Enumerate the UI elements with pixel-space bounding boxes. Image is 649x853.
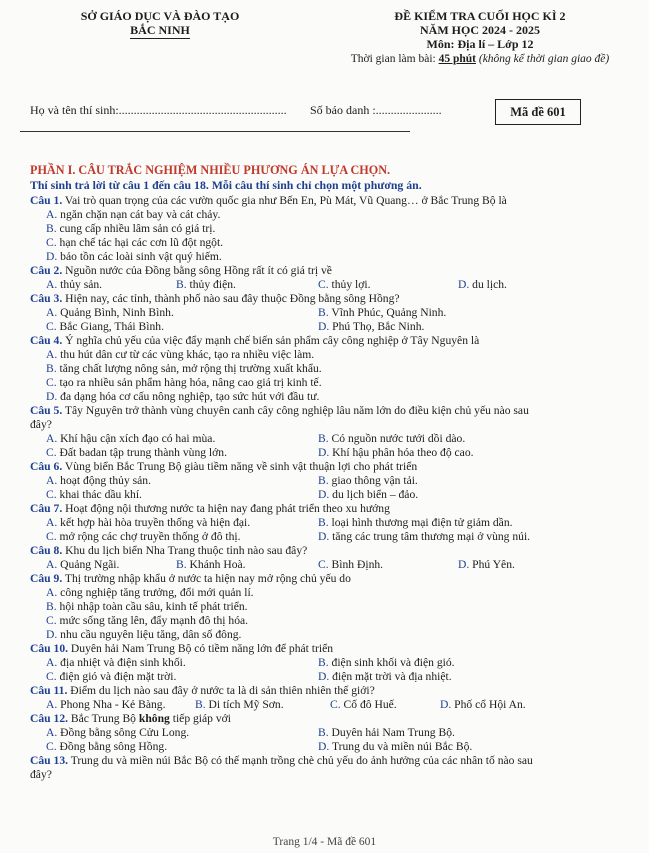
option-text: Bắc Giang, Thái Bình. — [56, 320, 164, 333]
question-text: Hoạt động nội thương nước ta hiện nay đang phát triển theo xu hướng — [62, 502, 390, 515]
option-text: loại hình thương mại điện tử giảm dần. — [328, 516, 513, 529]
option — [318, 474, 418, 487]
option — [440, 698, 526, 711]
part-title: PHẦN I. CÂU TRẮC NGHIỆM NHIỀU PHƯƠNG ÁN LỰA CHỌN. — [30, 163, 391, 177]
option-text: bảo tồn các loài sinh vật quý hiếm. — [57, 250, 222, 263]
option — [46, 320, 164, 333]
candidate-number-line: Số báo danh :...................... — [310, 103, 442, 117]
option-text: điện gió và điện mặt trời. — [56, 670, 177, 683]
option-key: A. — [46, 656, 58, 669]
question-text: Vùng biển Bắc Trung Bộ giàu tiềm năng về sinh vật thuận lợi cho phát triển — [62, 460, 418, 473]
option-key: A. — [46, 208, 58, 221]
option — [195, 698, 284, 711]
option — [318, 740, 472, 753]
option — [318, 320, 424, 333]
option-key: D. — [46, 250, 58, 263]
option — [46, 530, 241, 543]
option-text: Khí hậu phân hóa theo độ cao. — [329, 446, 474, 459]
question-stem — [30, 460, 620, 473]
option-text: Di tích Mỹ Sơn. — [205, 698, 284, 711]
option-key: C. — [46, 236, 57, 249]
question-number: Câu 6. — [30, 460, 63, 473]
question-number: Câu 3. — [30, 292, 63, 305]
option-text: mở rộng các chợ truyền thống ở đô thị. — [56, 530, 241, 543]
option-key: B. — [46, 600, 57, 613]
question-text: tiếp giáp với — [169, 712, 232, 725]
option — [46, 390, 319, 403]
option — [46, 474, 151, 487]
option-key: D. — [318, 740, 330, 753]
option-text: thu hút dân cư từ các vùng khác, tạo ra nhiều việc làm. — [57, 348, 315, 361]
option-text: tăng chất lượng nông sản, mở rộng thị trường xuất khẩu. — [56, 362, 322, 375]
option-key: D. — [318, 488, 330, 501]
option-key: A. — [46, 278, 58, 291]
option-text: ngăn chặn nạn cát bay và cát chảy. — [57, 208, 221, 221]
option — [46, 614, 248, 627]
option-key: B. — [195, 698, 206, 711]
option — [318, 670, 452, 683]
option-key: C. — [46, 740, 57, 753]
time-note: (không kể thời gian giao đề) — [476, 53, 610, 65]
option-text: đa dạng hóa cơ cấu nông nghiệp, tạo sức hút với đầu tư. — [57, 390, 320, 403]
question-text: Hiện nay, các tỉnh, thành phố nào sau đây thuộc Đồng bằng sông Hồng? — [62, 292, 400, 305]
option-key: B. — [318, 306, 329, 319]
option-key: C. — [46, 670, 57, 683]
option — [46, 698, 165, 711]
question-stem — [30, 712, 620, 725]
exam-time — [335, 52, 625, 66]
option-key: A. — [46, 558, 58, 571]
option-text: tạo ra nhiều sản phẩm hàng hóa, nâng cao giá trị kinh tế. — [56, 376, 322, 389]
question-text: Thị trường nhập khẩu ở nước ta hiện nay mở rộng chủ yếu do — [62, 572, 351, 585]
option — [318, 488, 418, 501]
option — [46, 488, 142, 501]
option — [318, 530, 530, 543]
option-key: A. — [46, 306, 58, 319]
option-text: Quảng Bình, Ninh Bình. — [57, 306, 174, 319]
option — [318, 446, 474, 459]
question-number: Câu 1. — [30, 194, 63, 207]
option-key: D. — [458, 558, 470, 571]
option-text: mức sống tăng lên, đẩy mạnh đô thị hóa. — [56, 614, 249, 627]
option — [46, 516, 250, 529]
option — [46, 586, 254, 599]
option-key: B. — [46, 222, 57, 235]
question-text: Bắc Trung Bộ — [68, 712, 139, 725]
option — [46, 656, 186, 669]
option — [318, 516, 513, 529]
header-right — [335, 9, 625, 66]
page-footer: Trang 1/4 - Mã đề 601 — [272, 836, 377, 848]
question-stem — [30, 404, 620, 417]
option-text: Vĩnh Phúc, Quảng Ninh. — [328, 306, 447, 319]
option — [46, 208, 220, 221]
question-number: Câu 9. — [30, 572, 63, 585]
option — [46, 250, 222, 263]
option-key: A. — [46, 586, 58, 599]
question-stem — [30, 334, 620, 347]
header-left — [55, 9, 265, 39]
option-text: Khí hậu cận xích đạo có hai mùa. — [57, 432, 216, 445]
option-text: Phố cổ Hội An. — [451, 698, 526, 711]
option-key: C. — [46, 320, 57, 333]
option — [46, 306, 174, 319]
question-number: Câu 5. — [30, 404, 63, 417]
option-text: Đất badan tập trung thành vùng lớn. — [56, 446, 227, 459]
option-key: D. — [458, 278, 470, 291]
province-name: BẮC NINH — [130, 23, 190, 37]
option-text: thủy lợi. — [328, 278, 371, 291]
option-text: Đồng bằng sông Cửu Long. — [57, 726, 190, 739]
option-text: kết hợp hài hòa truyền thống và hiện đại. — [57, 516, 251, 529]
question-text: Trung du và miền núi Bắc Bộ có thế mạnh trồng chè chủ yếu do ảnh hưởng của các nhân tố nào sau — [68, 754, 533, 767]
option-text: giao thông vận tải. — [328, 474, 418, 487]
option — [46, 670, 176, 683]
option-key: A. — [46, 698, 58, 711]
option — [46, 362, 322, 375]
option-key: A. — [46, 474, 58, 487]
question-number: Câu 2. — [30, 264, 63, 277]
time-value: 45 phút — [438, 53, 476, 65]
option-text: Quảng Ngãi. — [57, 558, 120, 571]
option — [46, 278, 102, 291]
option — [46, 222, 215, 235]
option-key: D. — [440, 698, 452, 711]
option-text: hội nhập toàn cầu sâu, kinh tế phát triển. — [56, 600, 248, 613]
option-text: Phong Nha - Kẻ Bàng. — [57, 698, 166, 711]
option-key: C. — [318, 558, 329, 571]
option-key: C. — [46, 376, 57, 389]
option — [46, 236, 223, 249]
option — [46, 740, 167, 753]
option-key: D. — [318, 446, 330, 459]
option — [318, 726, 455, 739]
option-key: C. — [46, 530, 57, 543]
option-text: điện mặt trời và địa nhiệt. — [329, 670, 452, 683]
question-stem — [30, 292, 620, 305]
exam-code-box: Mã đề 601 — [495, 99, 581, 125]
question-stem — [30, 642, 620, 655]
question-number: Câu 13. — [30, 754, 69, 767]
question-stem — [30, 754, 620, 767]
option — [46, 432, 215, 445]
department-name: SỞ GIÁO DỤC VÀ ĐÀO TẠO — [80, 9, 240, 23]
option — [318, 558, 383, 571]
time-prefix: Thời gian làm bài: — [350, 53, 439, 65]
option-text: Có nguồn nước tưới dồi dào. — [328, 432, 466, 445]
option — [318, 306, 446, 319]
question-stem — [30, 502, 620, 515]
candidate-name-line: Họ và tên thí sinh:........................................................ — [30, 103, 287, 117]
option-text: Đồng bằng sông Hồng. — [56, 740, 168, 753]
question-stem — [30, 572, 620, 585]
option-key: D. — [318, 320, 330, 333]
option-key: A. — [46, 726, 58, 739]
option — [46, 446, 227, 459]
question-emphasis: không — [138, 712, 170, 725]
question-text: Vai trò quan trọng của các vườn quốc gia như Bến En, Pù Mát, Vũ Quang… ở Bắc Trung Bộ là — [62, 194, 507, 207]
option — [46, 348, 314, 361]
question-text: Tây Nguyên trở thành vùng chuyên canh cây công nghiệp lâu năm lớn do điều kiện chủ yếu nào sau — [62, 404, 529, 417]
option-key: C. — [330, 698, 341, 711]
option-key: B. — [46, 362, 57, 375]
question-stem — [30, 194, 620, 207]
option-text: Phú Thọ, Bắc Ninh. — [329, 320, 425, 333]
option-key: B. — [176, 558, 187, 571]
question-text: Điểm du lịch nào sau đây ở nước ta là di sản thiên nhiên thế giới? — [67, 684, 375, 697]
option-key: B. — [318, 432, 329, 445]
option — [318, 432, 465, 445]
option-key: B. — [318, 656, 329, 669]
question-stem-continued: đây? — [30, 418, 52, 431]
option-key: B. — [318, 516, 329, 529]
header-divider — [20, 131, 410, 132]
option-key: A. — [46, 432, 58, 445]
option-text: điện sinh khối và điện gió. — [328, 656, 455, 669]
question-stem-continued: đây? — [30, 768, 52, 781]
option-key: B. — [176, 278, 187, 291]
option-key: A. — [46, 348, 58, 361]
question-number: Câu 12. — [30, 712, 69, 725]
question-text: Ý nghĩa chủ yếu của việc đẩy mạnh chế biến sản phẩm cây công nghiệp ở Tây Nguyên là — [62, 334, 480, 347]
option-key: D. — [46, 628, 58, 641]
option-text: tăng các trung tâm thương mại ở vùng núi. — [329, 530, 531, 543]
option-text: Trung du và miền núi Bắc Bộ. — [329, 740, 473, 753]
school-year: NĂM HỌC 2024 - 2025 — [420, 23, 540, 37]
option-text: du lịch biển – đảo. — [329, 488, 419, 501]
option-key: A. — [46, 516, 58, 529]
option — [176, 278, 236, 291]
option-text: địa nhiệt và điện sinh khối. — [57, 656, 186, 669]
option — [176, 558, 246, 571]
question-stem — [30, 264, 620, 277]
option-text: Phú Yên. — [469, 558, 515, 571]
instruction: Thí sinh trả lời từ câu 1 đến câu 18. Mỗi câu thí sinh chỉ chọn một phương án. — [30, 178, 422, 192]
option-key: C. — [46, 446, 57, 459]
option-text: Bình Định. — [328, 558, 384, 571]
option — [46, 376, 322, 389]
option-text: hoạt động thủy sản. — [57, 474, 151, 487]
option — [46, 600, 248, 613]
question-text: Nguồn nước của Đồng bằng sông Hồng rất ít có giá trị về — [62, 264, 332, 277]
question-text: Duyên hải Nam Trung Bộ có tiềm năng lớn để phát triển — [68, 642, 334, 655]
option — [318, 278, 371, 291]
option-text: công nghiệp tăng trưởng, đổi mới quản lí. — [57, 586, 254, 599]
option-text: du lịch. — [469, 278, 507, 291]
option — [458, 558, 515, 571]
option — [46, 726, 189, 739]
option-key: C. — [318, 278, 329, 291]
option-text: khai thác dầu khí. — [56, 488, 142, 501]
option-key: C. — [46, 488, 57, 501]
option-text: Duyên hải Nam Trung Bộ. — [328, 726, 455, 739]
option-text: nhu cầu nguyên liệu tăng, dân số đông. — [57, 628, 242, 641]
option-key: B. — [318, 726, 329, 739]
option-key: D. — [318, 530, 330, 543]
option-text: hạn chế tác hại các cơn lũ đột ngột. — [56, 236, 224, 249]
question-number: Câu 8. — [30, 544, 63, 557]
option-key: D. — [318, 670, 330, 683]
option-text: thủy sản. — [57, 278, 103, 291]
option — [330, 698, 397, 711]
option-key: B. — [318, 474, 329, 487]
option — [46, 558, 119, 571]
option — [46, 628, 241, 641]
exam-title: ĐỀ KIỂM TRA CUỐI HỌC KÌ 2 — [394, 9, 566, 23]
option — [318, 656, 455, 669]
subject: Môn: Địa lí – Lớp 12 — [426, 37, 534, 51]
option-key: D. — [46, 390, 58, 403]
question-number: Câu 10. — [30, 642, 69, 655]
question-number: Câu 7. — [30, 502, 63, 515]
option — [458, 278, 507, 291]
question-number: Câu 4. — [30, 334, 63, 347]
question-number: Câu 11. — [30, 684, 68, 697]
question-stem — [30, 684, 620, 697]
question-stem — [30, 544, 620, 557]
question-text: Khu du lịch biển Nha Trang thuộc tỉnh nào sau đây? — [62, 544, 308, 557]
option-text: cung cấp nhiều lâm sản có giá trị. — [56, 222, 216, 235]
option-text: Cố đô Huế. — [340, 698, 397, 711]
option-key: C. — [46, 614, 57, 627]
option-text: Khánh Hoà. — [186, 558, 246, 571]
option-text: thủy điện. — [186, 278, 236, 291]
